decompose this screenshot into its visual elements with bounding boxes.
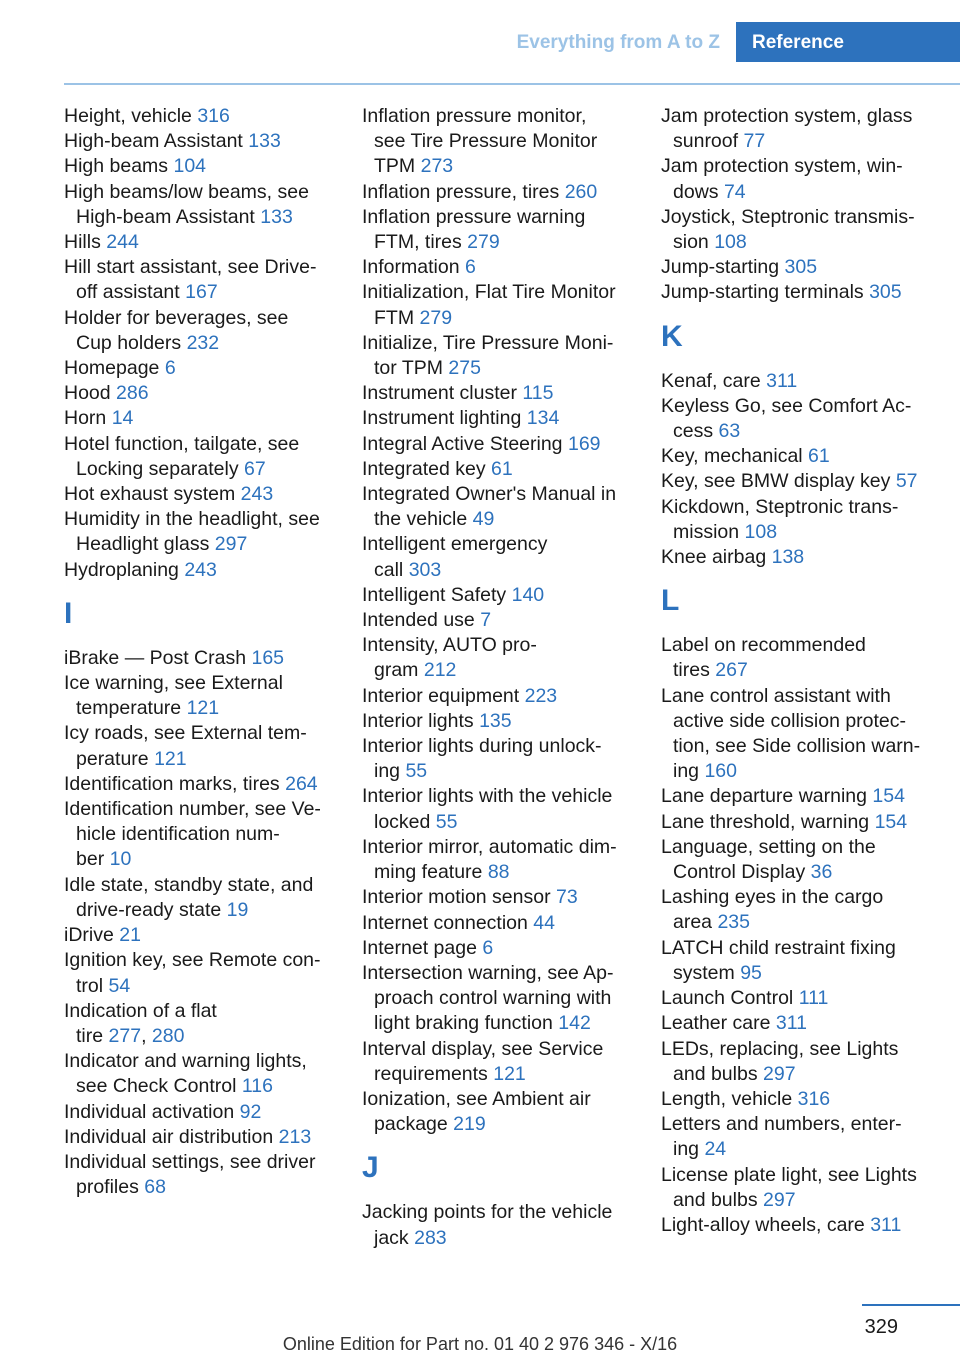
index-entry-term: Horn xyxy=(64,407,107,430)
index-entry xyxy=(362,331,652,381)
index-entry xyxy=(362,1200,652,1250)
page-reference-link[interactable]: 243 xyxy=(184,558,217,581)
index-entry xyxy=(64,646,354,671)
page-reference-link[interactable]: 264 xyxy=(285,772,318,795)
page-reference-link[interactable]: 121 xyxy=(493,1062,526,1085)
index-entry-term: Indication of a flat tire xyxy=(64,999,217,1047)
index-entry xyxy=(362,532,652,582)
index-entry-term: Intersection warning, see Ap- proach control warning with light braking function xyxy=(362,961,614,1035)
index-entry xyxy=(661,1011,951,1036)
page-reference-link[interactable]: 55 xyxy=(405,760,428,783)
index-entry-term: Individual settings, see driver profiles xyxy=(64,1150,316,1199)
index-entry-term: LEDs, replacing, see Lights and bulbs xyxy=(661,1037,899,1085)
index-column-3 xyxy=(661,104,951,1238)
index-entry-term: Length, vehicle xyxy=(661,1087,793,1110)
page-reference-link[interactable]: 108 xyxy=(714,231,747,254)
page-reference-link[interactable]: 244 xyxy=(106,231,139,254)
index-entry-term: Lashing eyes in the cargo area xyxy=(661,886,884,934)
page-reference-link[interactable]: 49 xyxy=(472,508,495,531)
index-entry-term: Integrated Owner's Manual in the vehicle xyxy=(362,483,617,531)
index-entry-term: Instrument lighting xyxy=(362,407,522,430)
index-entry xyxy=(661,1112,951,1162)
index-entry-term: Hydroplaning xyxy=(64,558,179,581)
index-entry xyxy=(661,936,951,986)
index-entry xyxy=(362,381,652,406)
edition-footer: Online Edition for Part no. 01 40 2 976 346 - X/16 xyxy=(282,1334,678,1354)
page-reference-link[interactable]: 311 xyxy=(870,1213,902,1236)
header-reference-tab: Reference xyxy=(736,22,960,62)
page-reference-link[interactable]: 44 xyxy=(533,911,555,934)
page-reference-link[interactable]: 305 xyxy=(784,256,818,279)
index-entry xyxy=(661,885,951,935)
index-entry-term: Leather care xyxy=(661,1012,771,1035)
index-entry-term: High beams/low beams, see High-beam Assistant xyxy=(64,180,309,228)
index-entry-term: Identification number, see Ve- hicle identification num- ber xyxy=(64,798,321,871)
page-reference-link[interactable]: 297 xyxy=(763,1188,796,1211)
page-reference-link[interactable]: 68 xyxy=(144,1176,166,1199)
index-entry-term: LATCH child restraint fixing system xyxy=(661,936,896,984)
index-entry xyxy=(362,457,652,482)
index-entry-term: Identification marks, tires xyxy=(64,772,280,795)
index-entry-term: Integrated key xyxy=(362,457,486,480)
index-entry xyxy=(661,280,951,305)
index-entry xyxy=(362,1037,652,1087)
page-reference-link[interactable]: 165 xyxy=(251,646,285,669)
index-entry xyxy=(64,306,354,356)
index-entry xyxy=(362,633,652,683)
index-entry-term: Inflation pressure, tires xyxy=(362,180,560,203)
page-reference-link[interactable]: 277 xyxy=(108,1024,142,1047)
index-entry-term: Label on recommended tires xyxy=(661,634,866,682)
page-reference-link[interactable]: 235 xyxy=(717,911,750,934)
index-entry xyxy=(64,381,354,406)
index-entry-term: Information xyxy=(362,256,460,279)
page-reference-link[interactable]: 121 xyxy=(154,747,187,770)
page-reference-link[interactable]: 73 xyxy=(556,886,578,909)
index-letter-heading: L xyxy=(661,584,680,618)
index-entry-term: Knee airbag xyxy=(661,546,767,569)
page-reference-link[interactable]: 77 xyxy=(743,130,766,153)
index-entry-term: Integral Active Steering xyxy=(362,432,563,455)
page-reference-link[interactable]: 260 xyxy=(564,180,598,203)
index-entry xyxy=(64,507,354,557)
index-entry xyxy=(362,784,652,834)
index-entry-term: License plate light, see Lights and bulbs xyxy=(661,1163,917,1211)
page-reference-link[interactable]: 286 xyxy=(116,382,149,405)
page-reference-link[interactable]: 316 xyxy=(197,105,230,127)
page-reference-link[interactable]: 24 xyxy=(704,1138,727,1161)
page-reference-link[interactable]: 169 xyxy=(567,432,601,455)
index-entry-term: iDrive xyxy=(64,924,114,947)
header-section-title: Everything from A to Z xyxy=(516,32,720,53)
index-entry xyxy=(64,180,354,230)
index-entry-term: Hill start assistant, see Drive- off assistant xyxy=(64,256,317,304)
page-reference-link[interactable]: 133 xyxy=(260,205,293,228)
index-entry xyxy=(362,104,652,180)
index-entry-term: Interior motion sensor xyxy=(362,886,551,909)
index-entry xyxy=(362,684,652,709)
page-reference-link[interactable]: 6 xyxy=(164,357,176,380)
index-entry xyxy=(64,432,354,482)
index-letter-heading: K xyxy=(661,319,683,353)
page-reference-link[interactable]: 61 xyxy=(491,457,513,480)
page-reference-link[interactable]: 116 xyxy=(241,1075,273,1098)
page-reference-link[interactable]: 279 xyxy=(467,231,500,254)
index-entry xyxy=(362,1087,652,1137)
page-header xyxy=(0,22,960,62)
index-entry-term: Instrument cluster xyxy=(362,382,517,405)
index-entry xyxy=(661,545,951,570)
page-reference-link[interactable]: 19 xyxy=(226,898,249,921)
page-reference-link[interactable]: 61 xyxy=(808,445,830,468)
index-entry-term: Interior equipment xyxy=(362,684,520,707)
index-entry-term: Internet page xyxy=(362,936,477,959)
index-entry-term: Interior lights with the vehicle locked xyxy=(362,785,613,833)
page-reference-link[interactable]: 311 xyxy=(766,369,798,392)
index-entry-term: Interior lights xyxy=(362,709,474,732)
index-entry-term: Jam protection system, win- dows xyxy=(661,155,903,203)
page-reference-link[interactable]: 92 xyxy=(239,1100,262,1123)
index-entry xyxy=(661,1087,951,1112)
index-entry xyxy=(362,432,652,457)
page-reference-link[interactable]: 267 xyxy=(715,659,748,682)
index-entry-term: Language, setting on the Control Display xyxy=(661,835,876,884)
index-entry xyxy=(661,784,951,809)
index-entry xyxy=(362,180,652,205)
index-entry xyxy=(362,835,652,885)
index-entry xyxy=(661,495,951,545)
index-entry-term: Hills xyxy=(64,231,101,254)
index-entry-term: Hood xyxy=(64,382,111,405)
index-entry-term: Inflation pressure warning FTM, tires xyxy=(362,205,586,254)
index-entry-term: Launch Control xyxy=(661,987,794,1010)
page-reference-link[interactable]: 142 xyxy=(558,1012,591,1035)
page-reference-link[interactable]: 108 xyxy=(744,520,778,543)
index-entry-term: Ice warning, see External temperature xyxy=(64,672,283,720)
index-entry xyxy=(661,684,951,785)
index-entry xyxy=(362,482,652,532)
page-number: 329 xyxy=(864,1316,898,1338)
page-reference-link[interactable]: 213 xyxy=(278,1125,312,1148)
index-entry xyxy=(362,885,652,910)
index-entry-term: Key, mechanical xyxy=(661,445,803,468)
footer-divider xyxy=(862,1304,960,1306)
index-entry xyxy=(64,873,354,923)
index-entry-term: Height, vehicle xyxy=(64,105,192,127)
index-entry-term: Individual air distribution xyxy=(64,1125,274,1148)
page-reference-link[interactable]: 121 xyxy=(186,697,220,720)
index-entry xyxy=(661,104,951,154)
index-entry xyxy=(362,608,652,633)
index-entry-term: Intensity, AUTO pro- gram xyxy=(362,634,537,682)
index-entry xyxy=(64,104,354,129)
index-entry-term: Inflation pressure monitor, see Tire Pressure Monitor TPM xyxy=(362,105,598,178)
index-entry xyxy=(64,923,354,948)
page-reference-link[interactable]: 14 xyxy=(111,407,134,430)
index-entry xyxy=(64,721,354,771)
index-entry xyxy=(64,671,354,721)
page-reference-link[interactable]: 305 xyxy=(869,281,902,304)
index-entry-term: Hotel function, tailgate, see Locking separately xyxy=(64,432,300,480)
page-reference-link[interactable]: 57 xyxy=(895,470,918,493)
page-reference-link[interactable]: 133 xyxy=(248,130,281,153)
index-entry xyxy=(661,369,951,394)
page-reference-link[interactable]: 280 xyxy=(151,1024,185,1047)
index-entry-term: Intelligent emergency call xyxy=(362,533,548,581)
index-entry xyxy=(661,154,951,204)
index-entry xyxy=(64,772,354,797)
index-entry xyxy=(362,911,652,936)
index-entry-term: High beams xyxy=(64,155,169,178)
index-entry xyxy=(64,558,354,583)
index-column-2 xyxy=(362,104,652,1251)
index-entry-term: Humidity in the headlight, see Headlight glass xyxy=(64,508,320,556)
index-entry xyxy=(362,734,652,784)
index-entry xyxy=(64,406,354,431)
page-reference-link[interactable]: 275 xyxy=(448,357,481,380)
page-reference-link[interactable]: 55 xyxy=(435,810,458,833)
index-entry-term: Idle state, standby state, and drive-ready state xyxy=(64,873,314,921)
index-entry xyxy=(661,205,951,255)
page-reference-link[interactable]: 160 xyxy=(704,760,737,783)
index-entry xyxy=(64,1125,354,1150)
index-entry-term: Internet connection xyxy=(362,911,528,934)
page-reference-link[interactable]: 140 xyxy=(511,583,545,606)
index-entry xyxy=(362,961,652,1037)
page-reference-link[interactable]: 297 xyxy=(214,533,248,556)
index-entry xyxy=(661,469,951,494)
page-reference-link[interactable]: 219 xyxy=(453,1113,486,1136)
index-entry xyxy=(64,482,354,507)
index-entry xyxy=(661,1037,951,1087)
index-entry-term: Holder for beverages, see Cup holders xyxy=(64,306,289,354)
page-reference-link[interactable]: 10 xyxy=(109,848,132,871)
index-entry xyxy=(661,1163,951,1213)
index-entry xyxy=(362,205,652,255)
index-entry xyxy=(661,444,951,469)
index-entry-term: Ionization, see Ambient air package xyxy=(362,1087,591,1136)
index-entry-term: Joystick, Steptronic transmis- sion xyxy=(661,205,915,254)
page-reference-link[interactable]: 95 xyxy=(740,961,762,984)
index-entry xyxy=(64,129,354,154)
index-entry-term: Initialize, Tire Pressure Moni- tor TPM xyxy=(362,331,614,380)
index-entry-term: Intended use xyxy=(362,609,475,632)
index-column-1 xyxy=(64,104,354,1200)
index-entry xyxy=(64,356,354,381)
index-entry xyxy=(661,633,951,683)
header-divider xyxy=(64,83,960,85)
index-entry xyxy=(661,810,951,835)
index-entry: Indication of a flat tire 277, 280 xyxy=(64,999,217,1047)
page-reference-link[interactable]: 74 xyxy=(723,180,746,203)
index-letter-heading: I xyxy=(64,596,73,630)
index-entry-term: Jump-starting terminals xyxy=(661,281,864,304)
index-entry-term: Interior lights during unlock- ing xyxy=(362,735,602,783)
index-entry-term: Lane control assistant with active side collision protec- tion, see Side collision warn- ing xyxy=(661,684,921,783)
page-reference-link[interactable]: 67 xyxy=(244,457,266,480)
page-reference-link[interactable]: 154 xyxy=(874,810,908,833)
index-entry-term: Interior mirror, automatic dim- ming feature xyxy=(362,835,617,884)
index-entry xyxy=(661,255,951,280)
page-reference-link[interactable]: 154 xyxy=(872,785,905,808)
index-entry xyxy=(64,797,354,873)
index-entry xyxy=(64,154,354,179)
index-entry-term: Letters and numbers, enter- ing xyxy=(661,1113,902,1161)
index-entry-term: Interval display, see Service requirements xyxy=(362,1037,604,1085)
index-entry xyxy=(64,1049,354,1099)
index-entry xyxy=(661,835,951,885)
page-reference-link[interactable]: 115 xyxy=(522,382,554,405)
index-entry-term: Initialization, Flat Tire Monitor FTM xyxy=(362,281,616,329)
page-reference-link[interactable]: 138 xyxy=(771,546,805,569)
page-reference-link[interactable]: 7 xyxy=(480,609,492,632)
page-reference-link[interactable]: 6 xyxy=(482,936,494,959)
index-entry xyxy=(362,280,652,330)
page-reference-link[interactable]: 212 xyxy=(423,659,457,682)
page-reference-link[interactable]: 63 xyxy=(718,420,741,443)
page-reference-link[interactable]: 303 xyxy=(408,558,442,581)
page-reference-link[interactable]: 273 xyxy=(420,155,454,178)
index-entry-term: Individual activation xyxy=(64,1100,235,1123)
index-entry-term: Intelligent Safety xyxy=(362,583,507,606)
index-entry xyxy=(362,709,652,734)
index-entry-term: Jam protection system, glass sunroof xyxy=(661,105,913,153)
page-reference-link[interactable]: 135 xyxy=(479,709,512,732)
page-reference-link[interactable]: 311 xyxy=(775,1012,808,1035)
index-entry xyxy=(362,583,652,608)
page-reference-link[interactable]: 223 xyxy=(524,684,558,707)
index-entry xyxy=(661,1213,951,1238)
page-reference-link[interactable]: 297 xyxy=(763,1062,796,1085)
index-entry xyxy=(64,255,354,305)
index-entry xyxy=(64,1150,354,1200)
index-entry xyxy=(362,406,652,431)
index-entry-term: Kickdown, Steptronic trans- mission xyxy=(661,495,899,543)
page-reference-link[interactable]: 21 xyxy=(119,924,141,947)
index-entry-term: High-beam Assistant xyxy=(64,130,243,153)
index-entry-term: Jacking points for the vehicle jack xyxy=(362,1201,613,1249)
page-reference-link[interactable]: 54 xyxy=(108,974,131,997)
page-reference-link[interactable]: 283 xyxy=(414,1226,447,1249)
page-reference-link[interactable]: 104 xyxy=(173,155,207,178)
page-reference-link[interactable]: 232 xyxy=(186,331,220,354)
index-entry-term: Indicator and warning lights, see Check Control xyxy=(64,1050,307,1098)
index-entry xyxy=(661,394,951,444)
index-entry xyxy=(362,255,652,280)
index-entry-term: Icy roads, see External tem- perature xyxy=(64,722,307,770)
index-entry-term: Keyless Go, see Comfort Ac- cess xyxy=(661,394,912,443)
index-entry-term: Key, see BMW display key xyxy=(661,470,891,493)
index-entry-term: Lane departure warning xyxy=(661,785,867,808)
page-reference-link[interactable]: 36 xyxy=(810,861,833,884)
index-entry xyxy=(64,948,354,998)
page-reference-link[interactable]: 167 xyxy=(185,281,218,304)
index-entry xyxy=(661,986,951,1011)
index-entry xyxy=(64,230,354,255)
page-reference-link[interactable]: 316 xyxy=(797,1087,831,1110)
index-entry-term: Ignition key, see Remote con- trol xyxy=(64,949,321,997)
index-entry-term: Light-alloy wheels, care xyxy=(661,1213,865,1236)
page-reference-link[interactable]: 243 xyxy=(240,483,274,506)
index-entry-term: Kenaf, care xyxy=(661,369,761,392)
page-reference-link[interactable]: 88 xyxy=(487,861,510,884)
page-reference-link[interactable]: 279 xyxy=(419,306,453,329)
index-entry-term: Homepage xyxy=(64,357,160,380)
index-entry-term: Jump-starting xyxy=(661,256,780,279)
index-letter-heading: J xyxy=(362,1151,379,1185)
page-reference-link[interactable]: 6 xyxy=(464,256,476,279)
index-entry-term: Lane threshold, warning xyxy=(661,810,870,833)
index-entry-term: Hot exhaust system xyxy=(64,483,236,506)
index-entry xyxy=(64,1100,354,1125)
page-reference-link[interactable]: 134 xyxy=(526,407,560,430)
index-entry xyxy=(362,936,652,961)
page-reference-link[interactable]: 111 xyxy=(798,987,829,1010)
index-entry-term: iBrake — Post Crash xyxy=(64,646,247,669)
